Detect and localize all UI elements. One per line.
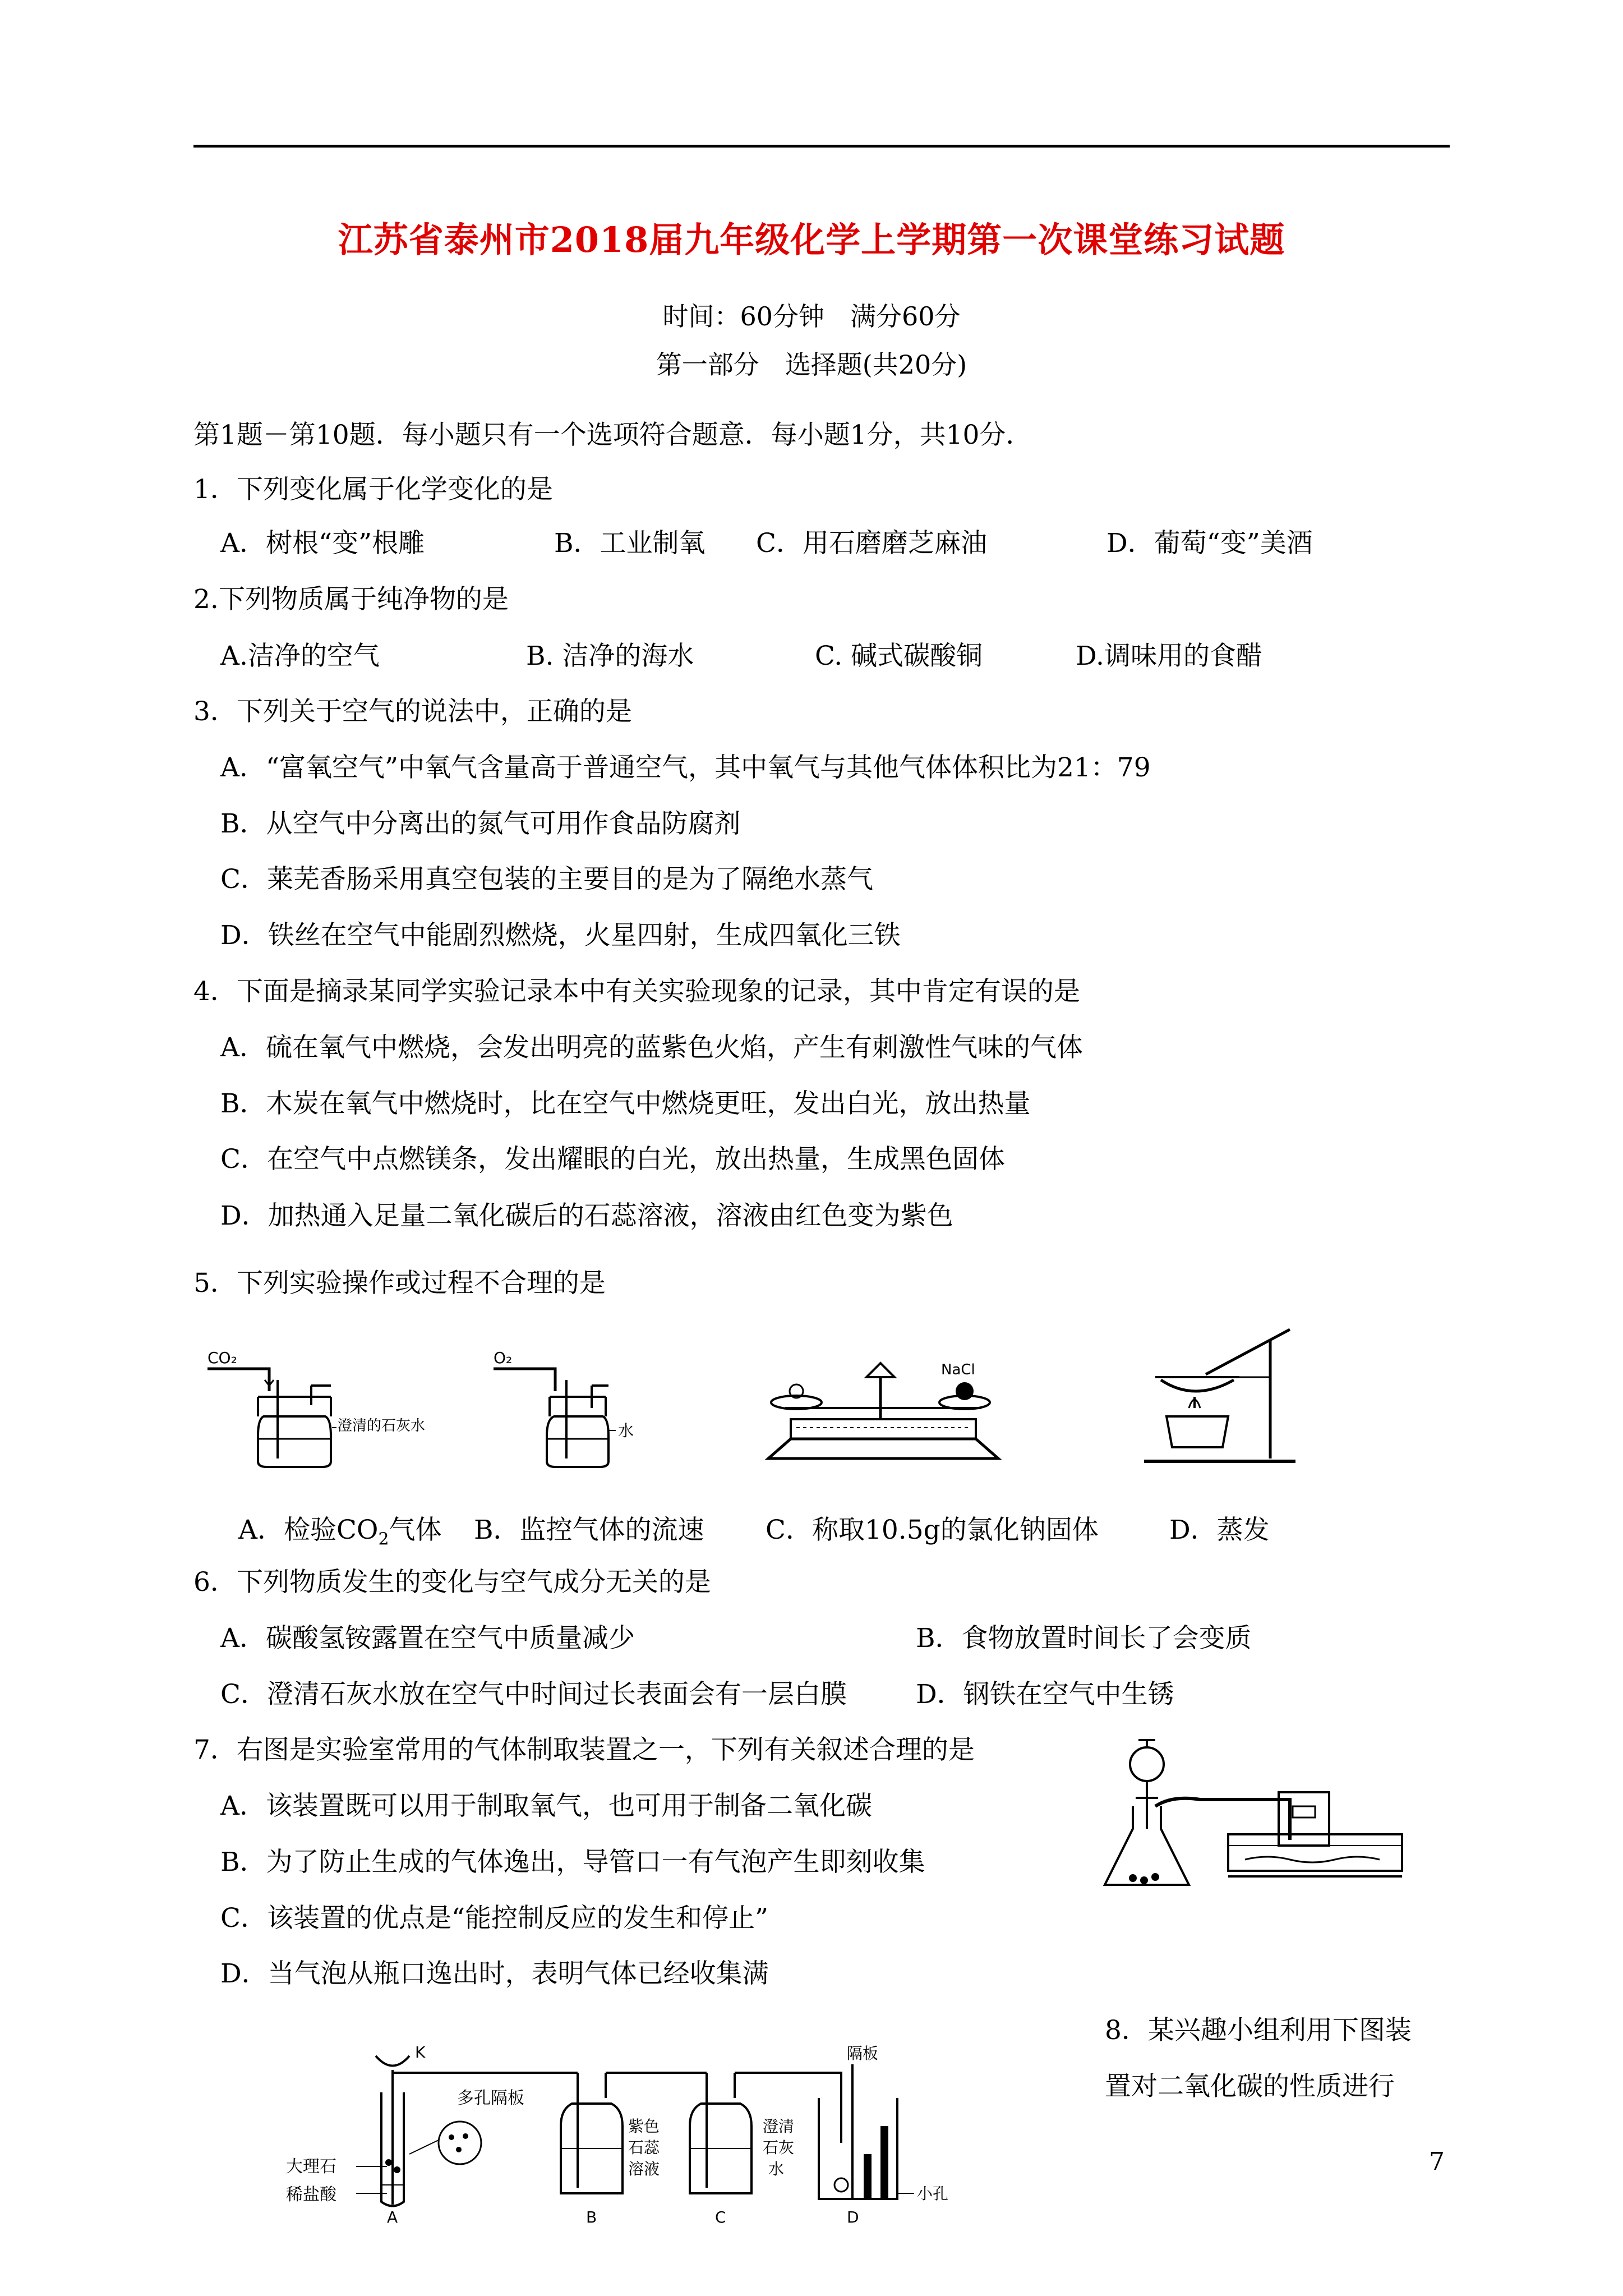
q2-option-c: C. 碱式碳酸铜: [815, 641, 983, 671]
q6-stem: 6．下列物质发生的变化与空气成分无关的是: [193, 1567, 711, 1598]
q4-option-c: C．在空气中点燃镁条，发出耀眼的白光，放出热量，生成黑色固体: [220, 1144, 1005, 1175]
q5-figure-a: [202, 1346, 471, 1475]
q6-option-a: A．碳酸氢铵露置在空气中质量减少: [220, 1623, 635, 1654]
q6-option-b: B．食物放置时间长了会变质: [916, 1623, 1252, 1654]
q5-fig-a-gas: CO₂: [208, 1349, 237, 1367]
q8-fig-lime-2: 石灰: [763, 2138, 795, 2157]
q4-option-d: D．加热通入足量二氧化碳后的石蕊溶液，溶液由红色变为紫色: [220, 1200, 953, 1231]
q1-option-d: D．葡萄“变”美酒: [1106, 528, 1313, 559]
q1-option-c: C．用石磨磨芝麻油: [756, 528, 987, 559]
q5-option-c: C．称取10.5g的氯化钠固体: [766, 1515, 1099, 1545]
q4-option-a: A．硫在氧气中燃烧，会发出明亮的蓝紫色火焰，产生有刺激性气味的气体: [220, 1032, 1083, 1063]
q6-option-c: C．澄清石灰水放在空气中时间过长表面会有一层白膜: [220, 1679, 847, 1710]
q7-option-d: D．当气泡从瓶口逸出时，表明气体已经收集满: [220, 1958, 769, 1989]
q5-option-d: D．蒸发: [1169, 1515, 1270, 1545]
q4-stem: 4．下面是摘录某同学实验记录本中有关实验现象的记录，其中肯定有误的是: [193, 976, 1080, 1007]
q1-option-a: A．树根“变”根雕: [220, 528, 425, 559]
q5-option-a-text: A．检验CO: [238, 1515, 379, 1545]
q8-fig-litmus-2: 石蕊: [628, 2138, 660, 2157]
q8-fig-acid: 稀盐酸: [286, 2185, 336, 2205]
q5-fig-b-label: 水: [618, 1421, 634, 1440]
q6-option-d: D．钢铁在空气中生锈: [916, 1679, 1174, 1710]
q8-fig-partition: 隔板: [847, 2044, 879, 2063]
q8-fig-litmus-1: 紫色: [628, 2117, 660, 2136]
q8-fig-label-d: D: [847, 2208, 859, 2226]
q7-figure: [1099, 1733, 1413, 1902]
q8-fig-label-a: A: [387, 2208, 398, 2226]
q8-figure: [280, 2042, 1066, 2227]
q5-stem: 5．下列实验操作或过程不合理的是: [193, 1268, 606, 1299]
q2-option-d: D.调味用的食醋: [1076, 641, 1262, 671]
q5-option-a-suffix: 气体: [389, 1515, 442, 1545]
q5-fig-c-label: NaCl: [941, 1361, 975, 1378]
page-number: 7: [1429, 2147, 1445, 2176]
q3-stem: 3．下列关于空气的说法中，正确的是: [193, 696, 632, 727]
q2-stem: 2.下列物质属于纯净物的是: [193, 584, 509, 615]
time-line: 时间：60分钟 满分60分: [662, 301, 961, 332]
q7-option-c: C．该装置的优点是“能控制反应的发生和停止”: [220, 1903, 769, 1934]
q5-figure-c: [751, 1346, 1009, 1475]
q5-figure-b: [494, 1346, 662, 1475]
q8-fig-hole: 小孔: [917, 2184, 949, 2203]
q8-fig-marble: 大理石: [286, 2157, 336, 2177]
q8-fig-label-b: B: [586, 2208, 597, 2226]
instruction: 第1题－第10题．每小题只有一个选项符合题意．每小题1分，共10分．: [193, 420, 1032, 450]
q2-option-b: B. 洁净的海水: [526, 641, 694, 671]
q8-fig-lime-1: 澄清: [763, 2117, 795, 2136]
q8-fig-label-c: C: [715, 2208, 726, 2226]
q5-option-a-subscript: 2: [378, 1529, 389, 1549]
q8-fig-porous: 多孔隔板: [457, 2088, 524, 2108]
q3-option-d: D．铁丝在空气中能剧烈燃烧，火星四射，生成四氧化三铁: [220, 920, 901, 951]
page-title: 江苏省泰州市2018届九年级化学上学期第一次课堂练习试题: [338, 219, 1285, 260]
q8-text-line2: 置对二氧化碳的性质进行: [1105, 2071, 1395, 2102]
q1-option-b: B．工业制氧: [554, 528, 706, 559]
q2-option-a: A.洁净的空气: [220, 641, 380, 671]
q3-option-b: B．从空气中分离出的氮气可用作食品防腐剂: [220, 808, 741, 839]
q8-text-line1: 8．某兴趣小组利用下图装: [1105, 2015, 1412, 2046]
q7-option-b: B．为了防止生成的气体逸出，导管口一有气泡产生即刻收集: [220, 1847, 925, 1878]
part-heading: 第一部分 选择题(共20分): [656, 349, 967, 380]
top-rule: [193, 145, 1450, 148]
q5-fig-a-label: 澄清的石灰水: [338, 1418, 426, 1434]
q8-fig-lime-3: 水: [768, 2160, 785, 2178]
q3-option-a: A．“富氧空气”中氧气含量高于普通空气，其中氧气与其他气体体积比为21：79: [220, 752, 1151, 783]
q4-option-b: B．木炭在氧气中燃烧时，比在空气中燃烧更旺，发出白光，放出热量: [220, 1088, 1031, 1119]
q5-figure-d: [1127, 1324, 1307, 1475]
q8-fig-litmus-3: 溶液: [628, 2160, 660, 2178]
q5-option-a: [238, 1509, 442, 1549]
q7-stem: 7．右图是实验室常用的气体制取装置之一，下列有关叙述合理的是: [193, 1734, 975, 1765]
q5-fig-b-gas: O₂: [494, 1349, 513, 1367]
q1-stem: 1．下列变化属于化学变化的是: [193, 474, 553, 505]
q8-fig-k: K: [415, 2043, 426, 2062]
q3-option-c: C．莱芜香肠采用真空包装的主要目的是为了隔绝水蒸气: [220, 864, 873, 895]
q7-option-a: A．该装置既可以用于制取氧气，也可用于制备二氧化碳: [220, 1791, 872, 1821]
q5-option-b: B．监控气体的流速: [474, 1515, 704, 1545]
